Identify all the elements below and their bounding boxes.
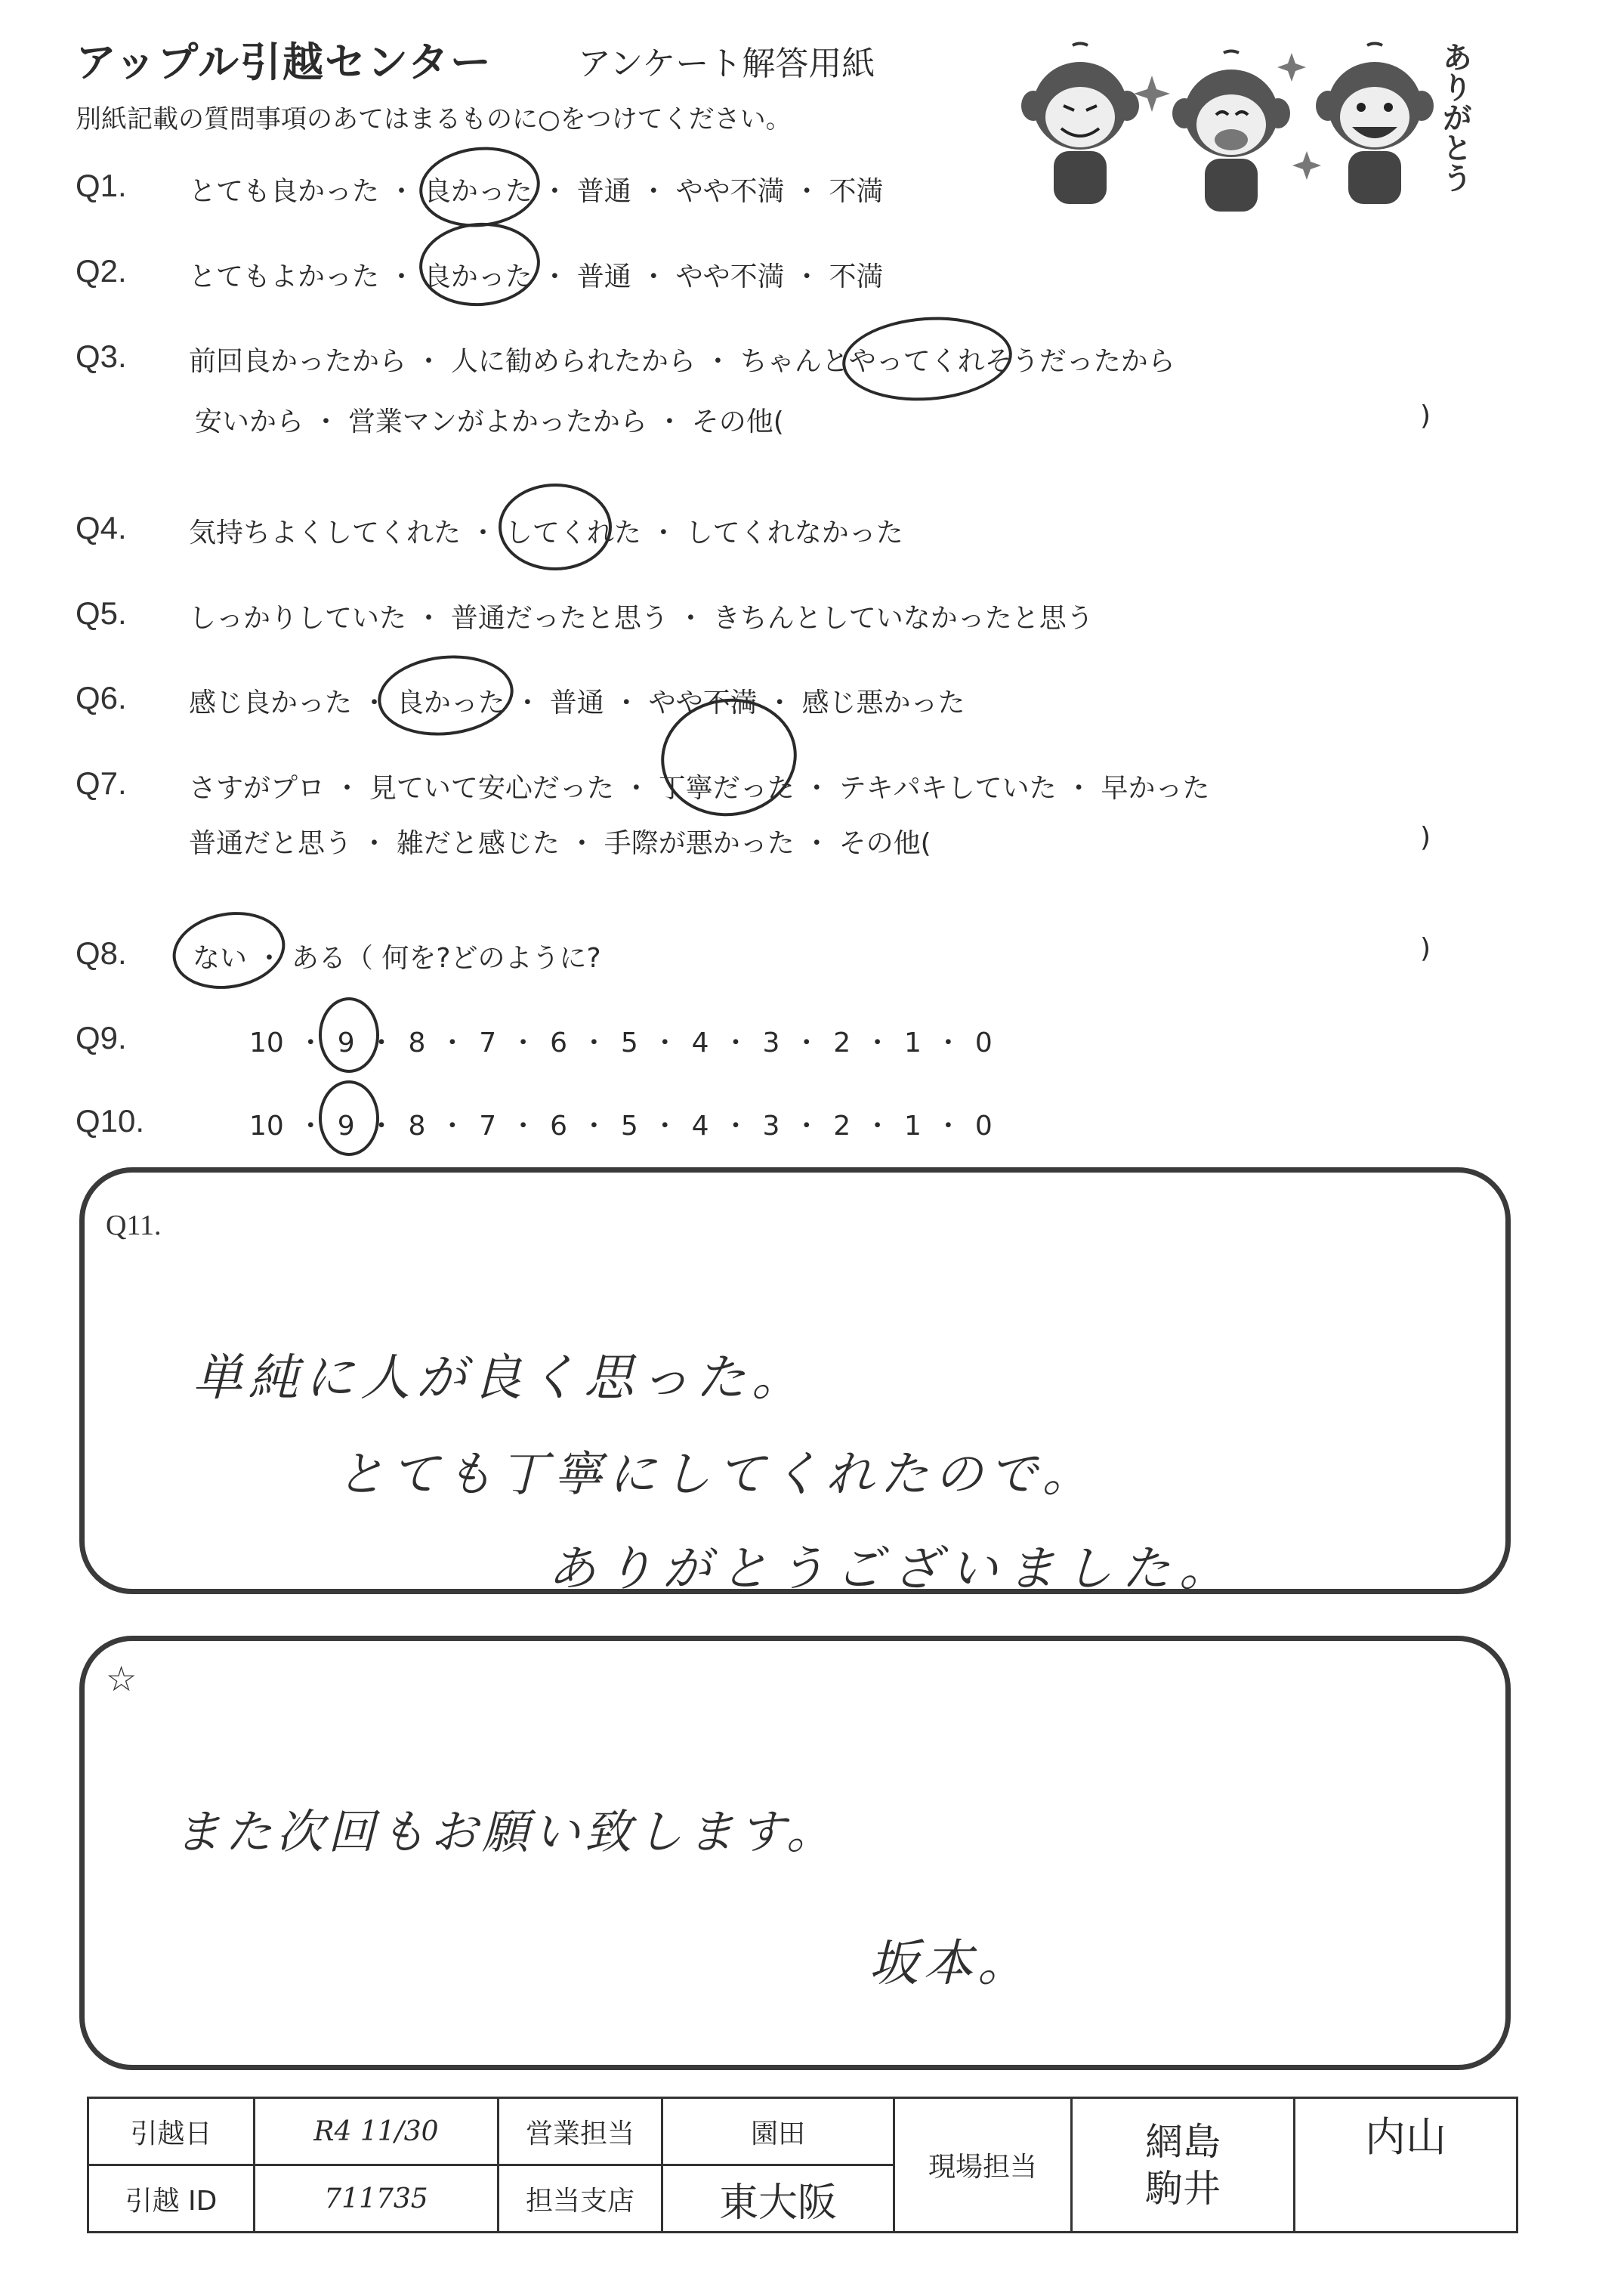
q7-close-paren: ): [1420, 822, 1431, 853]
answer-circle-q1: [415, 141, 544, 233]
q1-label: Q1.: [76, 168, 127, 203]
q2-options: とてもよかった ・ 良かった ・ 普通 ・ やや不満 ・ 不満: [189, 261, 884, 292]
sales-rep-label: 営業担当: [499, 2098, 662, 2165]
instruction-text: 別紙記載の質問事項のあてはまるものに○をつけてください。: [76, 104, 792, 134]
q6-options: 感じ良かった ・ 良かった ・ 普通 ・ やや不満 ・ 感じ悪かった: [189, 688, 965, 718]
q10-scale: 10 ・ 9 ・ 8 ・ 7 ・ 6 ・ 5 ・ 4 ・ 3 ・ 2 ・ 1 ・ 0: [249, 1111, 993, 1142]
q11-handwritten-line1: 単純に人が良く思った。: [193, 1349, 807, 1407]
answer-circle-q8: [166, 904, 291, 998]
monkey-mascots-illustration: [990, 30, 1473, 227]
q8-label: Q8.: [76, 935, 127, 971]
answer-circle-q3: [839, 311, 1014, 406]
q3-close-paren: ): [1420, 400, 1431, 431]
monkey-icon: [1316, 44, 1434, 205]
q6-label: Q6.: [76, 680, 127, 715]
thanks-text: ありがとう: [1437, 42, 1472, 193]
answer-circle-q6: [374, 649, 517, 742]
q7-options-line2: 普通だと思う ・ 雑だと感じた ・ 手際が悪かった ・ その他(: [189, 828, 931, 859]
q11-box-label: Q11.: [106, 1210, 162, 1241]
q10-label: Q10.: [76, 1103, 145, 1139]
q2-label: Q2.: [76, 253, 127, 289]
q11-handwritten-line2: とても丁寧にしてくれたので。: [336, 1447, 1097, 1503]
q9-label: Q9.: [76, 1020, 127, 1055]
monkey-icon: [1172, 51, 1290, 212]
move-id-value: 711735: [255, 2165, 499, 2233]
form-title: アップル引越センター: [76, 39, 492, 86]
monkey-icon: [1021, 44, 1139, 205]
q5-options: しっかりしていた ・ 普通だったと思う ・ きちんとしていなかったと思う: [189, 603, 1094, 634]
q8-close-paren: ): [1420, 933, 1431, 964]
answer-circle-q2: [416, 219, 542, 311]
comment-signature: 坂本。: [869, 1934, 1032, 1992]
q11-handwritten-line3: ありがとうございました。: [548, 1541, 1237, 1597]
star-icon: ☆: [106, 1658, 137, 1699]
move-info-table: [87, 2097, 1518, 2233]
sales-rep-value: 園田: [662, 2098, 894, 2165]
q5-label: Q5.: [76, 595, 127, 631]
q3-options-line2: 安いから ・ 営業マンがよかったから ・ その他(: [195, 406, 784, 437]
q9-scale: 10 ・ 9 ・ 8 ・ 7 ・ 6 ・ 5 ・ 4 ・ 3 ・ 2 ・ 1 ・ 0: [249, 1028, 993, 1058]
q7-options-line1: さすがプロ ・ 見ていて安心だった ・ 丁寧だった ・ テキパキしていた ・ 早かった: [189, 773, 1210, 804]
q3-label: Q3.: [76, 338, 127, 374]
form-subtitle: アンケート解答用紙: [578, 45, 875, 83]
q4-options: 気持ちよくしてくれた ・ してくれた ・ してくれなかった: [189, 518, 903, 549]
q1-options: とても良かった ・ 良かった ・ 普通 ・ やや不満 ・ 不満: [189, 176, 884, 207]
site-rep-value-3: 内山: [1295, 2098, 1517, 2233]
answer-circle-q9: [319, 997, 379, 1073]
branch-label: 担当支店: [499, 2165, 662, 2233]
branch-value: 東大阪: [662, 2165, 894, 2233]
move-date-label: 引越日: [88, 2098, 255, 2165]
answer-circle-q10: [319, 1080, 379, 1156]
answer-circle-q4: [499, 484, 612, 570]
move-date-value: R4 11/30: [255, 2098, 499, 2165]
q3-options-line1: 前回良かったから ・ 人に勧められたから ・ ちゃんとやってくれそうだったから: [189, 346, 1175, 377]
q8-options: ない ・ ある（ 何を?どのように?: [193, 943, 601, 974]
comment-handwritten-line1: また次回もお願い致します。: [174, 1804, 838, 1859]
site-rep-label: 現場担当: [894, 2098, 1072, 2233]
site-rep-values: [1072, 2098, 1295, 2233]
q7-label: Q7.: [76, 765, 127, 801]
site-rep-value-1: 網島: [1145, 2119, 1221, 2164]
q4-label: Q4.: [76, 510, 127, 545]
move-id-label: 引越 ID: [88, 2165, 255, 2233]
site-rep-value-2: 駒井: [1145, 2166, 1221, 2211]
